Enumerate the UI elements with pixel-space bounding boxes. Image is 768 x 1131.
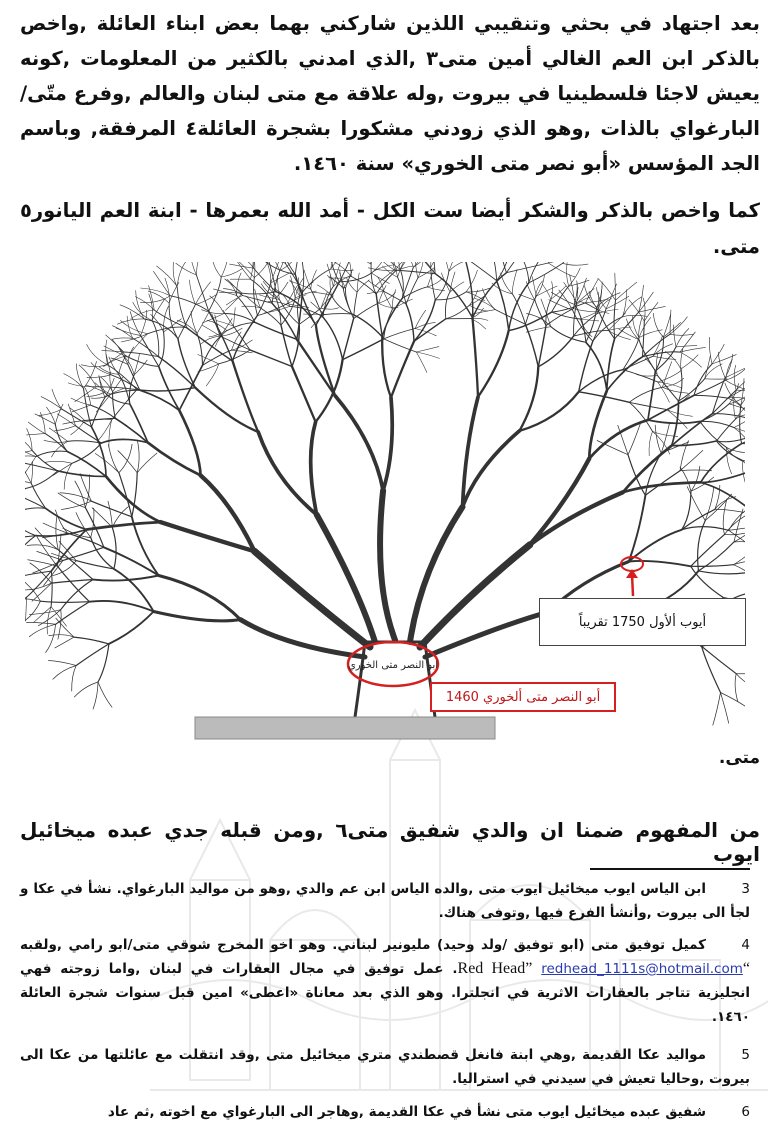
footnote-4 <box>20 933 750 1029</box>
footnote-5 <box>20 1043 750 1091</box>
father-paragraph: من المفهوم ضمنا ان والدي شفيق متى٦ ,ومن قبله جدي عبده ميخائيل ايوب <box>20 818 760 866</box>
footnote-text: كميل توفيق متى (ابو توفيق /ولد وحيد) مليونير لبناني. وهو اخو المخرج شوقي متى/ابو رامي ,ولقبه <box>20 937 706 953</box>
callout-first-ayoub-text: أيوب ألأول 1750 تقريباً <box>578 614 707 630</box>
thanks-paragraph: كما واخص بالذكر والشكر أيضا ست الكل - أمد الله بعمرها - ابنة العم اليانور٥ متى. <box>20 199 760 258</box>
footnote-text: شفيق عبده ميخائيل ايوب متى نشأ في عكا القديمة ,وهاجر الى البارغواي مع اخوته ,ثم عاد <box>107 1104 706 1120</box>
callout-founder <box>430 682 616 712</box>
trailing-word: متى. <box>718 748 760 768</box>
footnote-number: 3 <box>741 881 750 897</box>
footnote-text: ابن الياس ايوب ميخائيل ايوب متى ,والده الياس ابن عم والدي ,وهو من مواليد البارغواي. نشأ في عكا و لجأ الى بيروت ,وأنشأ الفرع فيها ,وتوفى هناك. <box>20 881 750 921</box>
footnote-6 <box>20 1100 750 1124</box>
callout-founder-text: أبو النصر متى ألخوري 1460 <box>445 689 601 705</box>
family-tree-image <box>25 262 745 746</box>
footnote-number: 4 <box>741 937 750 953</box>
footnote-text: مواليد عكا القديمة ,وهي ابنة فانغل قصطندي متري ميخائيل متى ,وقد انتقلت مع عائلتها من عكا الى بيروت ,وحاليا تعيش في سيدني في استراليا. <box>20 1047 750 1087</box>
intro-paragraph: بعد اجتهاد في بحثي وتنقيبي اللذين شاركني بهما بعض ابناء العائلة ,واخص بالذكر ابن العم الغالي أمين متى٣ ,الذي امدني بالكثير من المعلومات ,كونه يعيش لاجئا فلسطينيا في بيروت ,وله علاقة مع متى لبنان والعالم ,وفرع متّى/ البارغواي بالذات ,وهو الذي زودني مشكورا بشجرة العائلة٤ المرفقة, وباسم الجد المؤسس «أبو نصر متى الخوري» سنة ١٤٦٠. <box>20 12 760 175</box>
callout-first-ayoub <box>539 598 746 646</box>
footnote-separator <box>590 868 750 870</box>
founder-stamp: ابو النصر متى الخوري <box>347 660 439 671</box>
footnote-text-continued: . عمل توفيق في مجال العقارات في لبنان ,واما زوجته فهي انجليزية تتاجر بالعقارات الاثرية في انجلترا. وهو الذي بعد معاناة «اعطى» امين قبل سنوات شجرة العائلة ١٤٦٠. <box>20 961 750 1025</box>
footnote-number: 6 <box>741 1104 750 1120</box>
nickname-text: “Red Head” <box>457 960 750 977</box>
footnote-number: 5 <box>741 1047 750 1063</box>
footnote-3 <box>20 877 750 925</box>
email-link[interactable]: redhead_1111s@hotmail.com <box>541 961 743 977</box>
